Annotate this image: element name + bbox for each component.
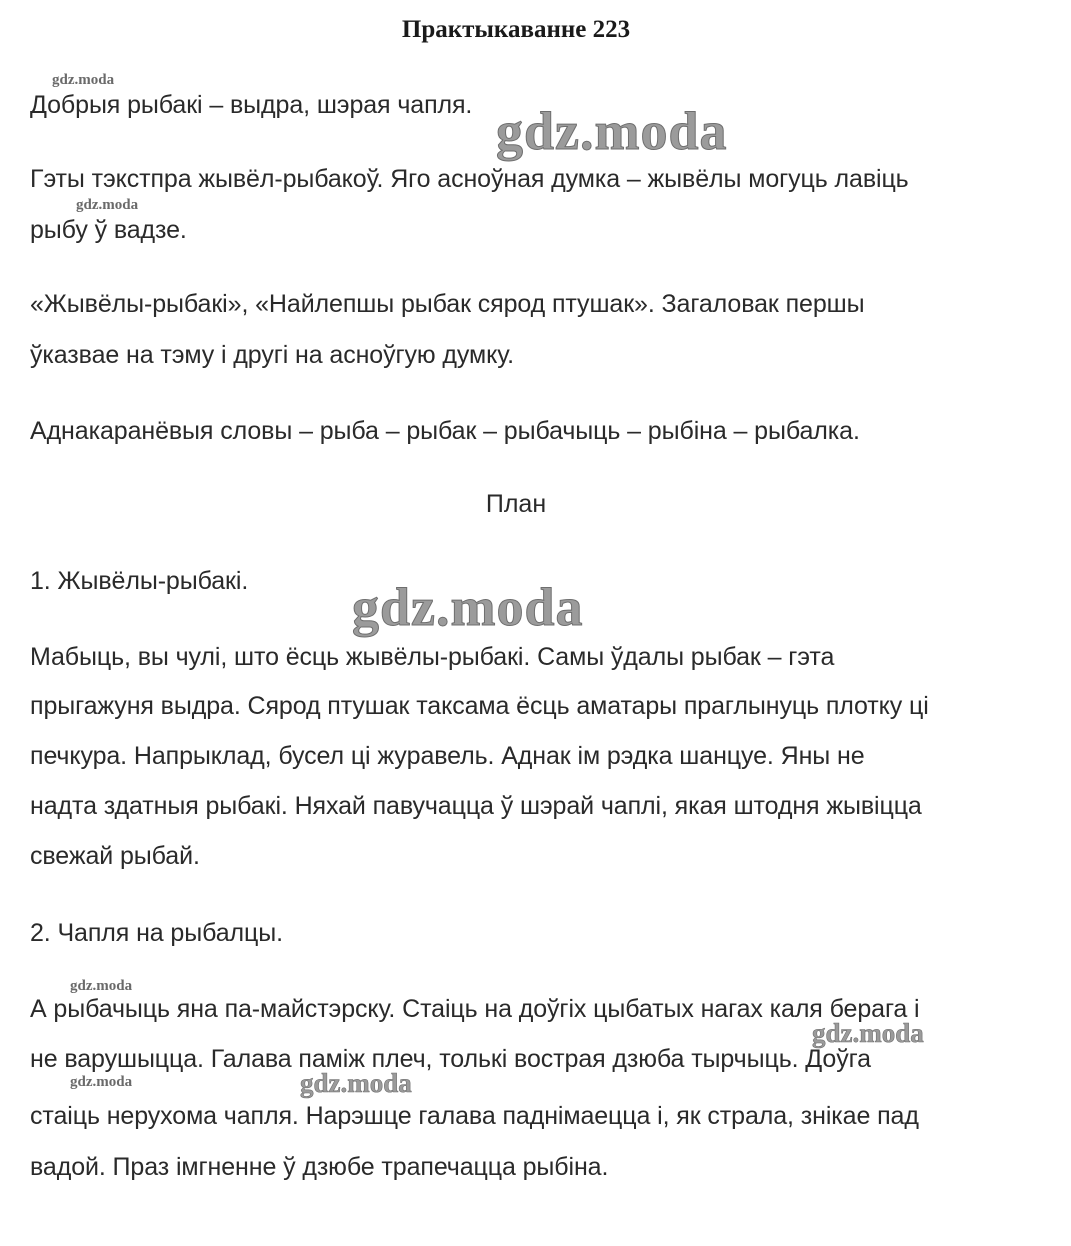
text-line: прыгажуня выдра. Сярод птушак таксама ёсць аматары праглынуць плотку ці: [30, 692, 929, 720]
text-line: вадой. Праз імгненне ў дзюбе трапечацца рыбіна.: [30, 1153, 609, 1181]
text-line: печкура. Напрыклад, бусел ці жуpавель. Аднак ім рэдка шанцуе. Яны не: [30, 742, 865, 770]
text-line: А рыбачыць яна па-майстэрску. Стаіць на доўгіх цыбатых нагах каля берага і: [30, 995, 920, 1023]
text-line: рыбу ў вадзе.: [30, 216, 187, 244]
watermark: gdz.moda: [496, 101, 728, 161]
plan-heading: План: [485, 490, 547, 518]
text-line: свежай рыбай.: [30, 842, 200, 870]
text-line: не варушыцца. Галава паміж плеч, толькі вострая дзюба тырчыць. Доўга: [30, 1045, 871, 1073]
text-line: Аднакаранёвыя словы – рыба – рыбак – рыбачыць – рыбіна – рыбалка.: [30, 417, 860, 445]
text-line: «Жывёлы-рыбакі», «Найлепшы рыбак сярод птушак». Загаловак першы: [30, 290, 865, 318]
watermark: gdz.moda: [70, 978, 133, 994]
watermark: gdz.moda: [52, 72, 115, 88]
section-heading: 1. Жывёлы-рыбакі.: [30, 567, 249, 595]
page-title: Практыкаванне 223: [401, 16, 631, 43]
text-line: ўказвае на тэму і другі на асноўгую думку.: [30, 341, 514, 369]
text-line: надта здатныя рыбакі. Няхай павучацца ў шэрай чаплі, якая штодня жывіцца: [30, 792, 922, 820]
watermark: gdz.moda: [352, 577, 584, 637]
watermark: gdz.moda: [70, 1074, 133, 1090]
text-line: Мабыць, вы чулі, што ёсць жывёлы-рыбакі. Самы ўдалы рыбак – гэта: [30, 643, 835, 671]
section-heading: 2. Чапля на рыбалцы.: [30, 919, 283, 947]
text-line: Гэты тэкстпра жывёл-рыбакоў. Яго асноўная думка – жывёлы могуць лавіць: [30, 165, 909, 193]
text-line: стаіць нерухома чапля. Нарэшце галава паднімаецца і, як страла, знікае пад: [30, 1102, 919, 1130]
watermark: gdz.moda: [300, 1068, 412, 1098]
watermark: gdz.moda: [76, 197, 139, 213]
watermark: gdz.moda: [812, 1018, 924, 1048]
text-line: Добрыя рыбакі – выдра, шэрая чапля.: [30, 91, 473, 119]
